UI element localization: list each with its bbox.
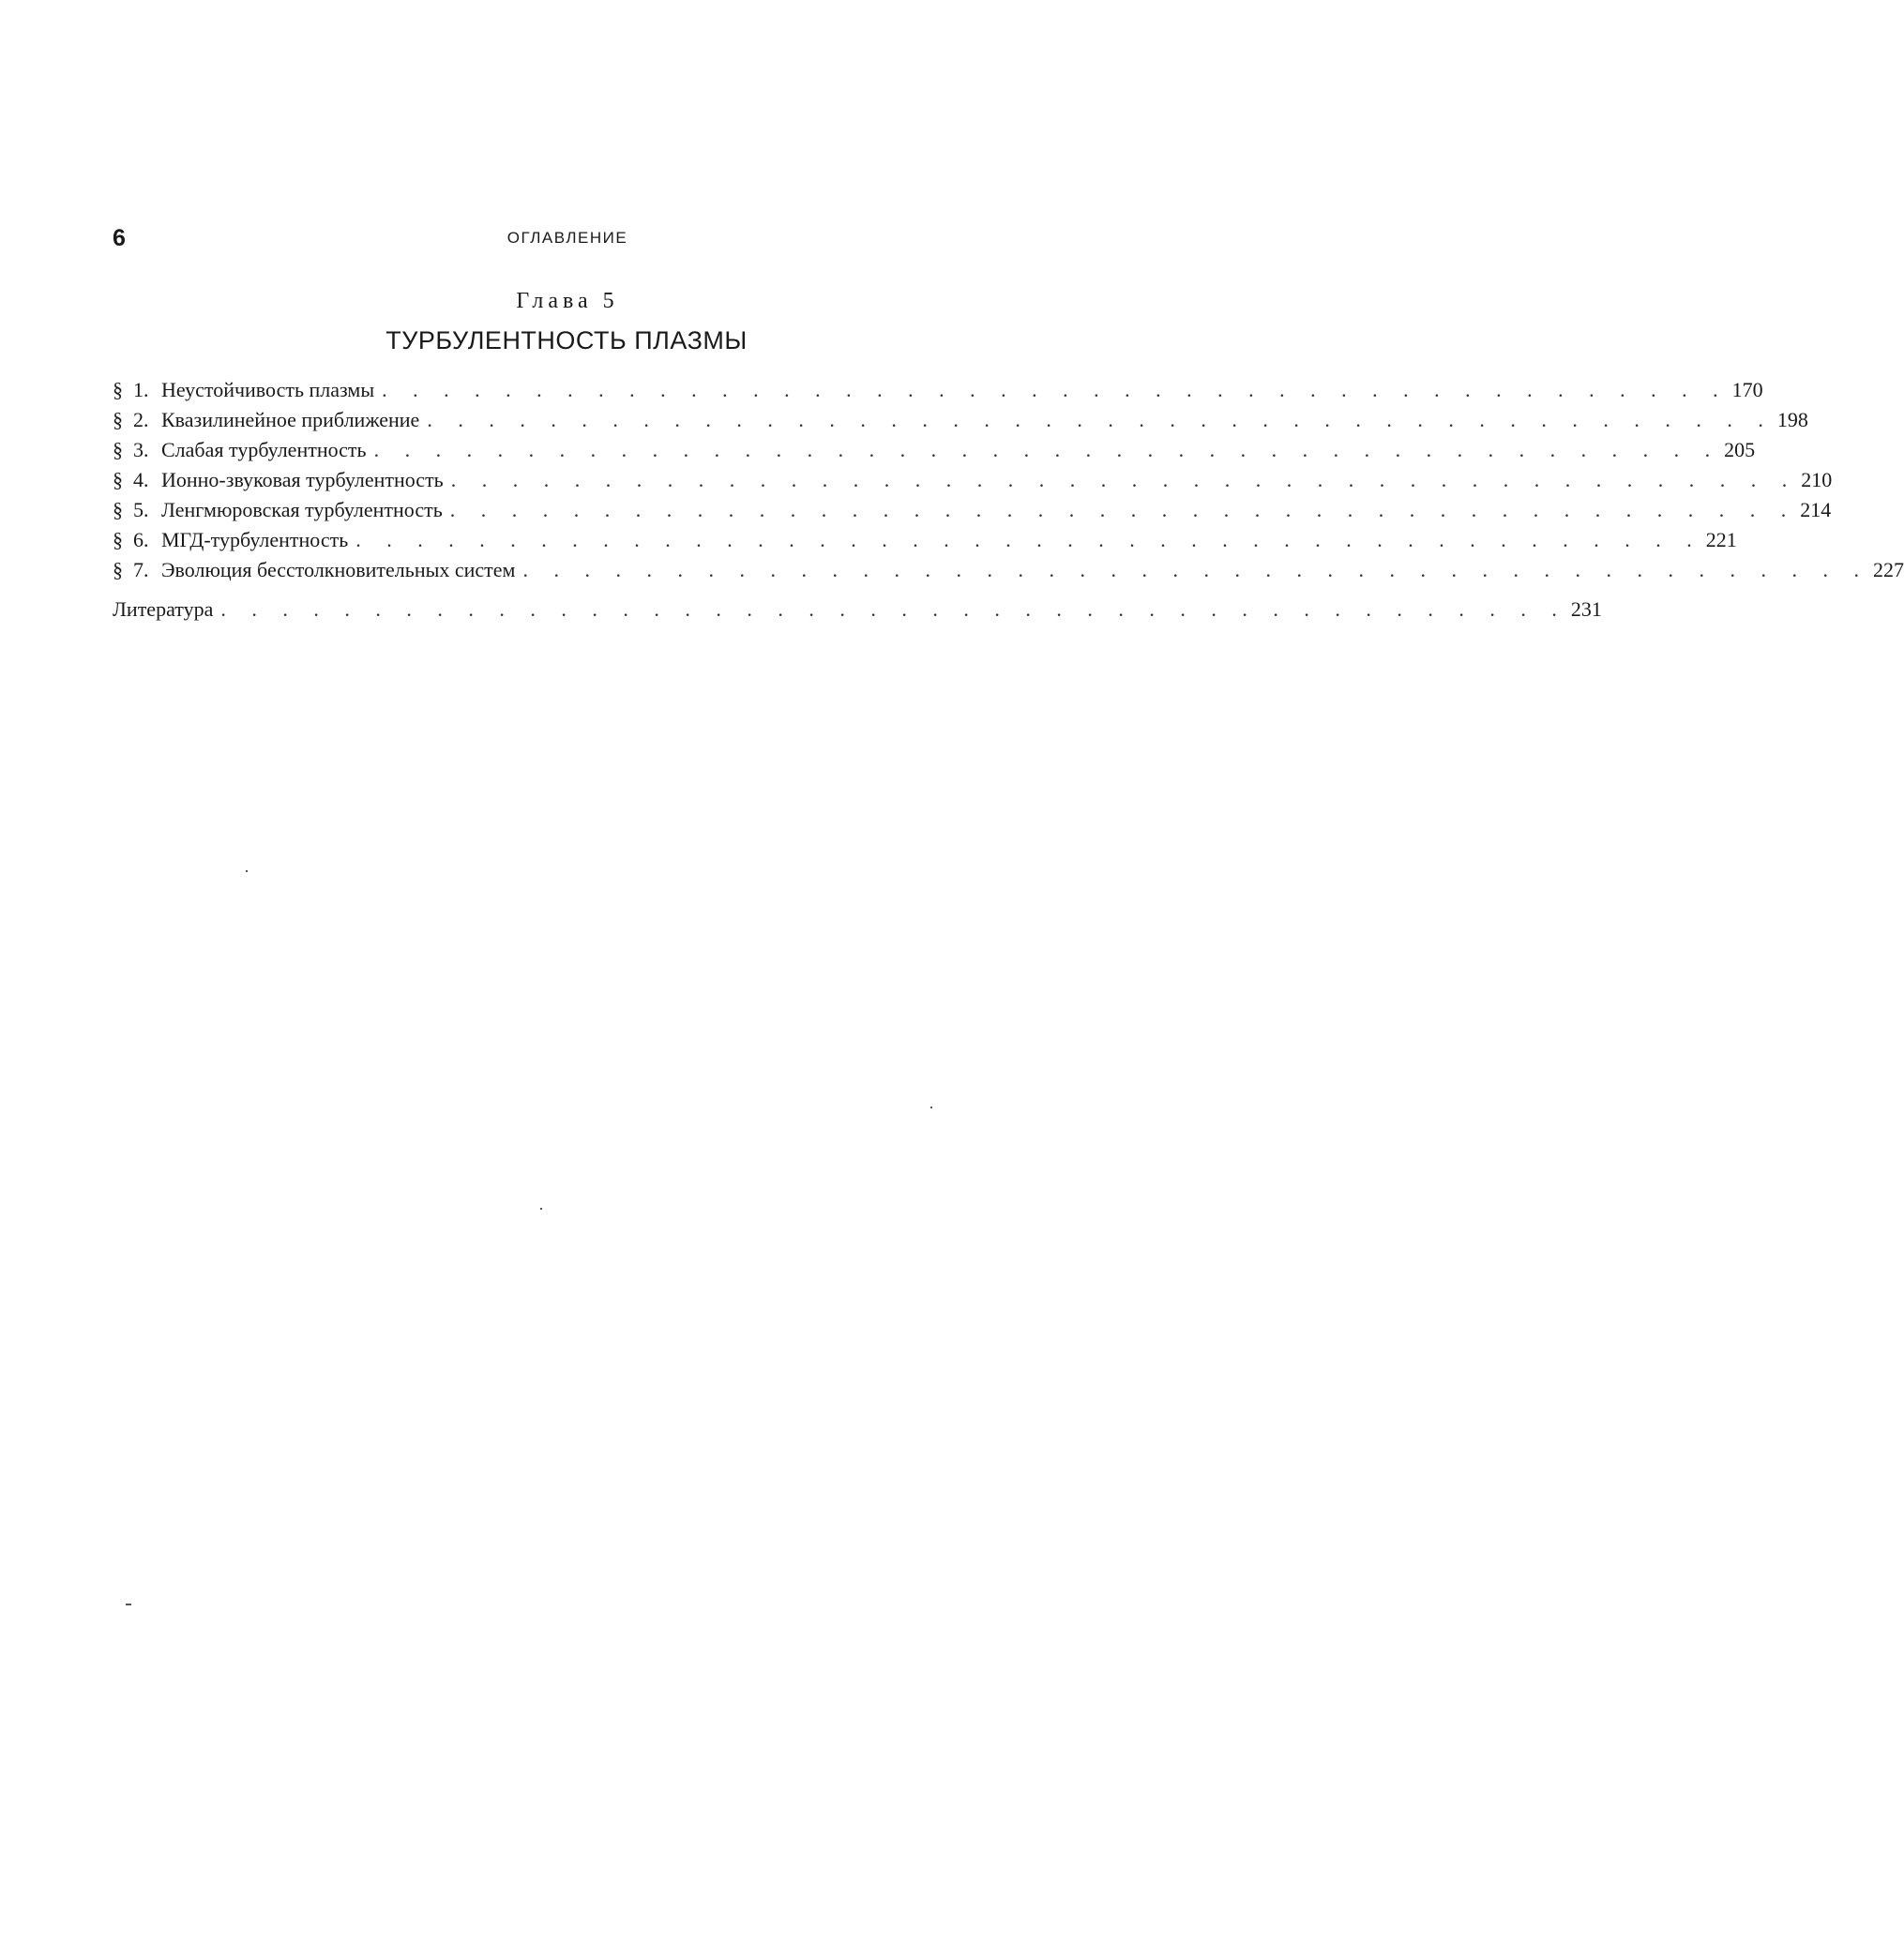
section-title: Эволюция бесстолкновительных систем xyxy=(161,558,516,581)
section-page: 205 xyxy=(1724,438,1756,461)
toc-entry-section-6 xyxy=(113,528,1737,558)
section-mark: § xyxy=(113,498,123,521)
section-number: 2. xyxy=(133,408,149,431)
section-page: 214 xyxy=(1800,498,1832,521)
toc-entry-section-4 xyxy=(113,468,1833,498)
dot-leader: . . . . . . . . . . . . . . . . . . . . . . . . . . . . . . . . . . . . . . . . . . . . xyxy=(522,558,1869,581)
section-number: 6. xyxy=(133,528,149,551)
chapter-title: ТУРБУЛЕНТНОСТЬ ПЛАЗМЫ xyxy=(385,326,748,354)
toc-entry-section-2 xyxy=(113,408,1808,438)
chapter-label: Глава 5 xyxy=(516,289,619,313)
section-page: 210 xyxy=(1801,468,1833,491)
literature-title: Литература xyxy=(113,597,214,621)
dot-leader: . . . . . . . . . . . . . . . . . . . . . . . . . . . . . . . . . . . . . . . . . . . . xyxy=(382,378,1729,401)
page-number: 6 xyxy=(113,225,126,251)
literature-page: 231 xyxy=(1570,597,1602,621)
running-head xyxy=(113,225,1013,253)
dot-leader: . . . . . . . . . . . . . . . . . . . . . . . . . . . . . . . . . . . . . . . . . . . . xyxy=(449,498,1797,521)
section-title: Слабая турбулентность xyxy=(161,438,367,461)
section-mark: § xyxy=(113,468,123,491)
toc-entry-section-1 xyxy=(113,378,1763,408)
toc-entry-section-7 xyxy=(113,558,1904,588)
section-page: 221 xyxy=(1705,528,1737,551)
section-title: Квазилинейное приближение xyxy=(161,408,420,431)
section-number: 4. xyxy=(133,468,149,491)
dot-leader: . . . . . . . . . . . . . . . . . . . . . . . . . . . . . . . . . . . . . . . . . . . . xyxy=(220,597,1567,621)
dot-leader: . . . . . . . . . . . . . . . . . . . . . . . . . . . . . . . . . . . . . . . . . . . . xyxy=(427,408,1774,431)
section-number: 1. xyxy=(133,378,149,401)
section-mark: § xyxy=(113,558,123,581)
section-page: 227 xyxy=(1872,558,1904,581)
section-mark: § xyxy=(113,438,123,461)
dot-leader: . . . . . . . . . . . . . . . . . . . . . . . . . . . . . . . . . . . . . . . . . . . . xyxy=(355,528,1702,551)
scan-speck xyxy=(540,1208,542,1210)
dot-leader: . . . . . . . . . . . . . . . . . . . . . . . . . . . . . . . . . . . . . . . . . . . . xyxy=(450,468,1798,491)
section-title: Ионно-звуковая турбулентность xyxy=(161,468,444,491)
toc-entry-section-5 xyxy=(113,498,1832,528)
section-mark: § xyxy=(113,408,123,431)
scan-speck xyxy=(126,1604,131,1605)
section-number: 5. xyxy=(133,498,149,521)
running-title: ОГЛАВЛЕНИЕ xyxy=(506,229,628,247)
scan-speck xyxy=(930,1107,932,1108)
section-page: 198 xyxy=(1776,408,1808,431)
section-mark: § xyxy=(113,378,123,401)
section-mark: § xyxy=(113,528,123,551)
section-number: 3. xyxy=(133,438,149,461)
section-title: Ленгмюровская турбулентность xyxy=(161,498,443,521)
section-title: Неустойчивость плазмы xyxy=(161,378,375,401)
toc-entry-section-3 xyxy=(113,438,1756,468)
scan-speck xyxy=(246,870,248,872)
table-of-contents xyxy=(113,378,1904,627)
section-page: 170 xyxy=(1731,378,1763,401)
toc-entry-literature xyxy=(113,597,1602,627)
dot-leader: . . . . . . . . . . . . . . . . . . . . . . . . . . . . . . . . . . . . . . . . . . . . xyxy=(373,438,1721,461)
section-title: МГД-турбулентность xyxy=(161,528,349,551)
section-number: 7. xyxy=(133,558,149,581)
